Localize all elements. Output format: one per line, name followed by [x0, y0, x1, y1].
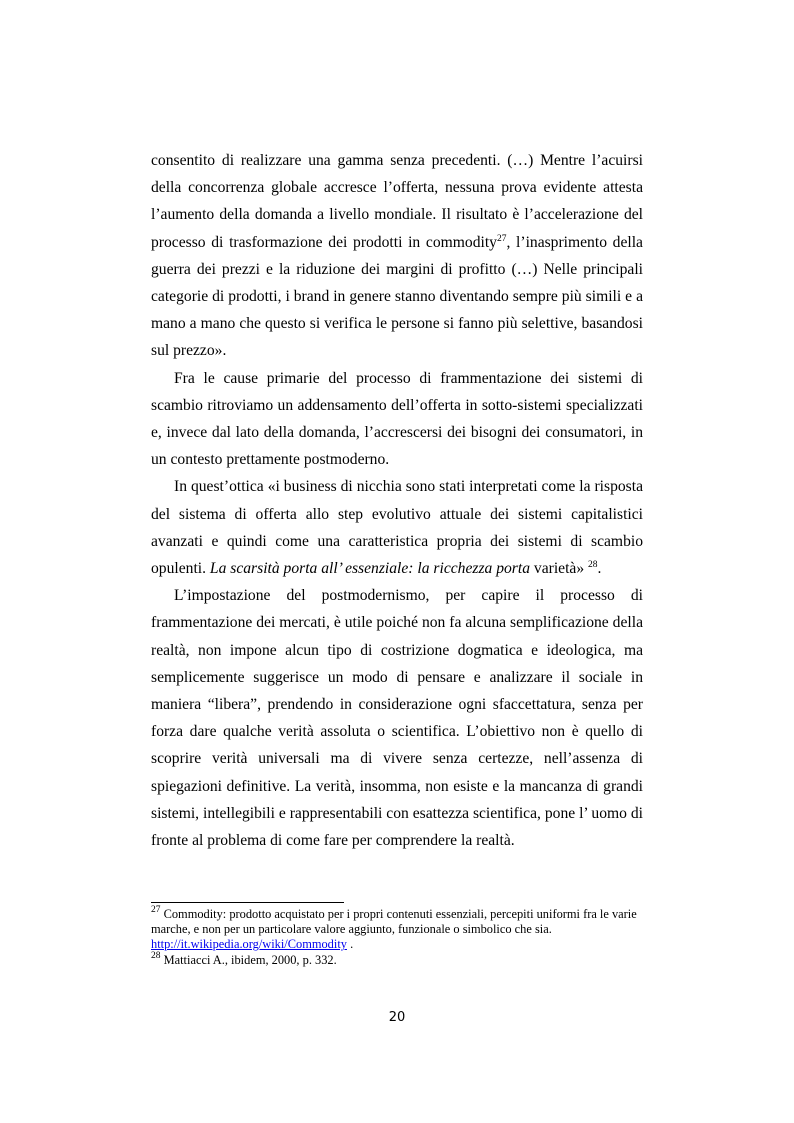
paragraph-2: [151, 365, 643, 474]
footnote-ref-27[interactable]: 27: [496, 233, 507, 244]
commodity-wikipedia-link[interactable]: http://it.wikipedia.org/wiki/Commodity: [151, 937, 347, 952]
italic-quote: La scarsità porta all’ essenziale: la ricchezza porta: [209, 560, 531, 578]
footnote-text: Mattiacci A., ibidem, 2000, p. 332.: [160, 952, 337, 967]
page-number: 20: [388, 1010, 406, 1025]
paragraph-text: In quest’ottica «i business di nicchia sono stati interpretati come la risposta del sistema di offerta allo step evolutivo attuale dei sistemi capitalistici avanzati e quindi come una caratteristica propria dei sistemi di scambio opulenti.: [151, 478, 643, 578]
footnote-number: 27: [151, 905, 161, 915]
paragraph-text: Fra le cause primarie del processo di frammentazione dei sistemi di scambio ritroviamo un addensamento dell’offerta in sotto-sistemi specializzati e, invece dal lato della domanda, l’accrescersi dei bisogni dei consumatori, in un contesto prettamente postmoderno.: [151, 369, 643, 469]
footnote-text: Commodity: prodotto acquistato per i propri contenuti essenziali, percepiti uniformi fra le varie marche, e non per un particolare valore aggiunto, funzionale o simbolico che sia.: [151, 907, 637, 937]
paragraph-4: [151, 582, 643, 854]
footnote-separator: [151, 902, 344, 903]
paragraph-text: consentito di realizzare una gamma senza precedenti. (…) Mentre l’acuirsi della concorrenza globale accresce l’offerta, nessuna prova evidente attesta l’aumento della domanda a livello mondiale. Il risultato è l’accelerazione del processo di trasformazione dei prodotti in commodity: [151, 152, 643, 251]
paragraph-3: [151, 473, 643, 582]
footnotes: [151, 907, 643, 968]
paragraph-text: , l’inasprimento della guerra dei prezzi e la riduzione dei margini di profitto (…) Nelle principali categorie di prodotti, i brand in genere stanno diventando sempre più simili e a mano a mano che questo si verifica le persone si fanno più selettive, basandosi sul prezzo».: [151, 233, 643, 360]
footnote-number: 28: [151, 950, 161, 961]
footnote-27: [151, 907, 643, 953]
body-text: [151, 147, 643, 854]
paragraph-1: [151, 147, 643, 365]
footnote-text: .: [346, 937, 354, 952]
paragraph-text: L’impostazione del postmodernismo, per capire il processo di frammentazione dei mercati, è utile poiché non fa alcuna semplificazione della realtà, non impone alcun tipo di costrizione dogmatica e ideologica, ma semplicemente suggerisce un modo di pensare e analizzare il sociale in maniera “libera”, prendendo in considerazione ogni sfaccettatura, senza per forza dare qualche verità assoluta o scientifica. L’obiettivo non è quello di scoprire verità universali ma di vivere senza certezze, nell’assenza di spiegazioni definitive. La verità, insomma, non esiste e la mancanza di grandi sistemi, intellegibili e rappresentabili con esattezza scientifica, pone l’ uomo di fronte al problema di come fare per comprendere la realtà.: [151, 587, 643, 850]
footnote-28: [151, 950, 643, 968]
paragraph-text: .: [597, 560, 602, 578]
paragraph-text: varietà»: [530, 560, 589, 578]
footnote-ref-28[interactable]: 28: [588, 560, 598, 571]
